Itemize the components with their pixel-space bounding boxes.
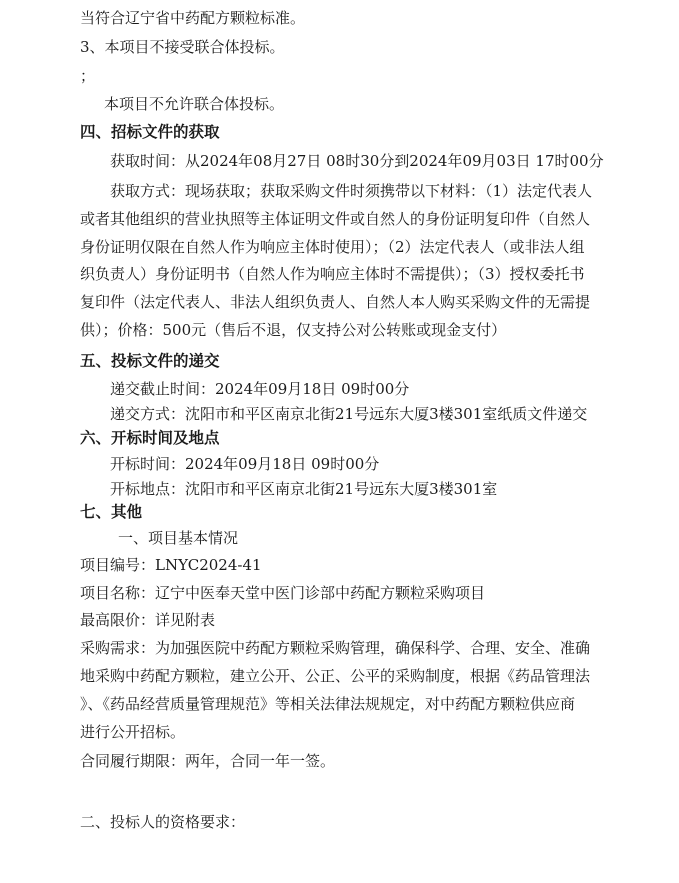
- text-line: 开标时间：2024年09月18日 09时00分: [110, 455, 380, 473]
- text-line: 合同履行期限：两年，合同一年一签。: [80, 752, 336, 770]
- text-line: 开标地点：沈阳市和平区南京北街21号远东大厦3楼301室: [110, 480, 498, 498]
- text-line: 最高限价：详见附表: [80, 611, 216, 629]
- text-line: 项目名称：辽宁中医奉天堂中医门诊部中药配方颗粒采购项目: [80, 584, 486, 602]
- section-heading: 七、其他: [80, 503, 143, 521]
- text-line: 》、《药品经营质量管理规范》等相关法律法规规定，对中药配方颗粒供应商: [80, 695, 576, 713]
- text-line: 获取时间：从2024年08月27日 08时30分到2024年09月03日 17时00分: [110, 152, 604, 170]
- sub-heading: 二、投标人的资格要求：: [80, 813, 246, 831]
- text-line: 采购需求：为加强医院中药配方颗粒采购管理，确保科学、合理、安全、准确: [80, 639, 591, 657]
- text-line: 或者其他组织的营业执照等主体证明文件或自然人的身份证明复印件（自然人: [80, 210, 591, 228]
- section-heading: 六、开标时间及地点: [80, 429, 220, 447]
- text-line: ；: [80, 67, 96, 85]
- section-heading: 五、投标文件的递交: [80, 352, 220, 370]
- text-line: 地采购中药配方颗粒，建立公开、公正、公平的采购制度，根据《药品管理法: [80, 667, 591, 685]
- text-line: 进行公开招标。: [80, 723, 186, 741]
- text-line: 当符合辽宁省中药配方颗粒标准。: [80, 9, 306, 27]
- text-line: 项目编号：LNYC2024-41: [80, 556, 262, 574]
- sub-heading: 一、项目基本情况: [118, 529, 239, 547]
- text-line: 织负责人）身份证明书（自然人作为响应主体时不需提供）；（3）授权委托书: [80, 265, 585, 283]
- text-line: 供）；价格：500元（售后不退，仅支持公对公转账或现金支付）: [80, 321, 507, 339]
- text-line: 递交方式：沈阳市和平区南京北街21号远东大厦3楼301室纸质文件递交: [110, 405, 588, 423]
- text-line: 3、本项目不接受联合体投标。: [80, 38, 285, 56]
- text-line: 递交截止时间：2024年09月18日 09时00分: [110, 380, 410, 398]
- text-line: 复印件（法定代表人、非法人组织负责人、自然人本人购买采购文件的无需提: [80, 293, 591, 311]
- text-line: 身份证明仅限在自然人作为响应主体时使用）；（2）法定代表人（或非法人组: [80, 238, 585, 256]
- text-line: 获取方式：现场获取；获取采购文件时须携带以下材料：（1）法定代表人: [110, 182, 593, 200]
- text-line: 本项目不允许联合体投标。: [104, 95, 285, 113]
- section-heading: 四、招标文件的获取: [80, 123, 220, 141]
